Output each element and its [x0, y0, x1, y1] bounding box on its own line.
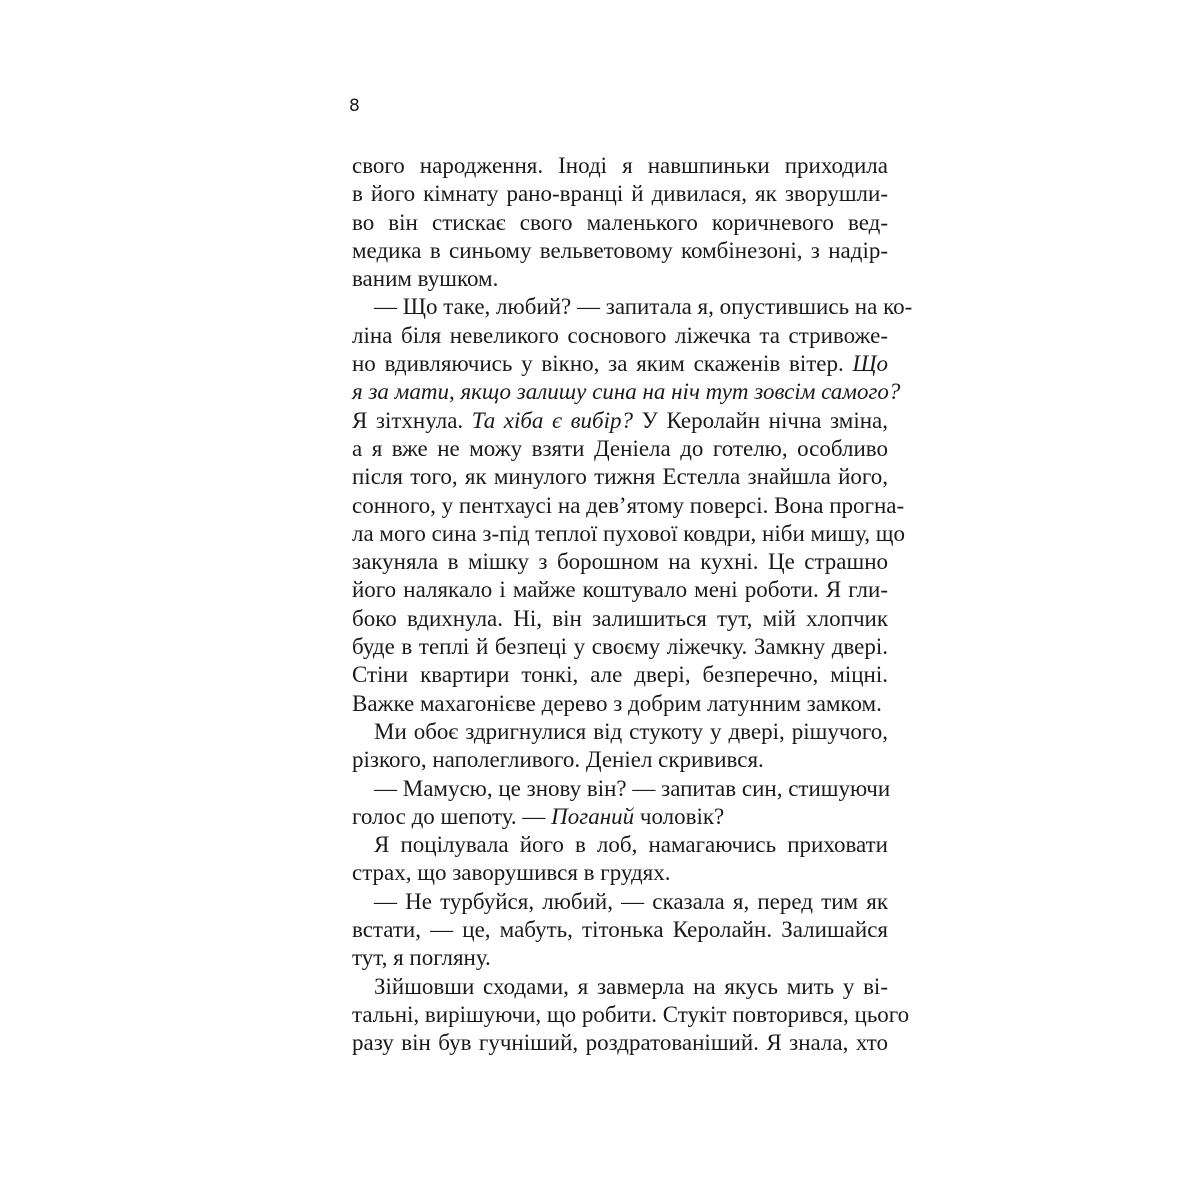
text-line: Стіни квартири тонкі, але двері, безперечно, міцні. — [352, 662, 888, 688]
text-line: — Мамусю, це знову він? — запитав син, стишуючи — [374, 775, 891, 801]
text-line: а я вже не можу взяти Деніела до готелю, особливо — [352, 435, 888, 461]
text-line: — Що таке, любий? — запитала я, опустившись на ко- — [374, 294, 913, 320]
text-line: сонного, у пентхаусі на дев’ятому поверсі. Вона прогна- — [352, 492, 905, 518]
text-line: різкого, наполегливого. Деніел скривився. — [352, 747, 764, 773]
text-line: Я поцілувала його в лоб, намагаючись приховати — [374, 832, 888, 858]
text-line: тальні, вирішуючи, що робити. Стукіт повторився, цього — [352, 1001, 910, 1027]
text-line: Ми обоє здригнулися від стукоту у двері, рішучого, — [374, 718, 888, 744]
text-line: закуняла в мішку з борошном на кухні. Це страшно — [352, 549, 888, 575]
text-line: я за мати, якщо залишу сина на ніч тут зовсім самого? — [352, 379, 901, 405]
text-line: свого народження. Іноді я навшпиньки приходила — [352, 153, 888, 178]
text-line: во він стискає свого маленького коричневого вед- — [352, 209, 888, 235]
text-line: Я зітхнула. Та хіба є вибір? У Керолайн нічна зміна, — [352, 407, 888, 433]
text-line: голос до шепоту. — Поганий чоловік? — [352, 803, 725, 829]
page-number: 8 — [349, 96, 360, 116]
text-line: його налякало і майже коштувало мені роботи. Я гли- — [352, 577, 888, 603]
text-line: Важке махагонієве дерево з добрим латунним замком. — [352, 690, 882, 716]
text-line: медика в синьому вельветовому комбінезоні, з надір- — [352, 237, 888, 263]
text-line: в його кімнату рано-вранці й дивилася, як зворушли- — [352, 181, 888, 207]
body-text — [352, 152, 913, 1058]
text-line: ваним вушком. — [352, 266, 499, 292]
text-line: разу він був гучніший, роздратованіший. Я знала, хто — [352, 1030, 888, 1056]
text-line: тут, я погляну. — [352, 945, 491, 971]
text-line: боко вдихнула. Ні, він залишиться тут, мій хлопчик — [352, 605, 888, 631]
text-line: після того, як минулого тижня Естелла знайшла його, — [352, 464, 888, 490]
text-line: ла мого сина з-під теплої пухової ковдри, ніби мишу, що — [352, 520, 905, 546]
text-line: но вдивляючись у вікно, за яким скаженів вітер. Що — [352, 351, 888, 377]
text-line: буде в теплі й безпеці у своєму ліжечку. Замкну двері. — [352, 634, 888, 660]
text-line: встати, — це, мабуть, тітонька Керолайн. Залишайся — [352, 917, 888, 943]
text-line: — Не турбуйся, любий, — сказала я, перед тим як — [374, 888, 888, 914]
text-line: ліна біля невеликого соснового ліжечка та стривоже- — [352, 322, 888, 348]
text-line: Зійшовши сходами, я завмерла на якусь мить у ві- — [374, 973, 888, 999]
text-line: страх, що заворушився в грудях. — [352, 860, 671, 886]
